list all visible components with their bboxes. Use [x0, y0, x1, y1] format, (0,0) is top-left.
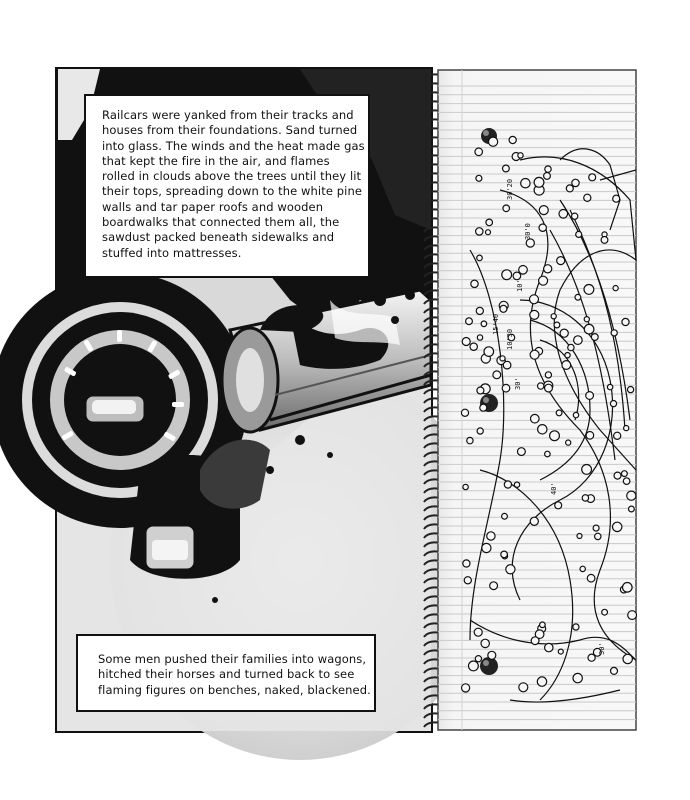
map-dot: [488, 651, 496, 659]
map-dot: [461, 409, 468, 416]
map-dot: [586, 392, 594, 400]
caption-text: [98, 652, 371, 698]
caption-line: flaming figures on benches, naked, blackened.: [98, 682, 371, 697]
map-dot: [573, 624, 579, 630]
map-dot: [627, 491, 636, 500]
map-dot: [534, 177, 544, 187]
map-dot: [470, 343, 477, 350]
map-label: 10'30: [506, 328, 514, 350]
map-dot: [518, 448, 526, 456]
map-dot: [504, 481, 511, 488]
map-dot: [613, 195, 620, 202]
map-dot: [503, 205, 510, 212]
caption-line: boardwalks that connected them all, the: [102, 215, 340, 230]
map-dot: [554, 322, 560, 328]
map-dot: [589, 174, 596, 181]
map-dot: [588, 654, 595, 661]
map-dot: [545, 372, 551, 378]
map-dot: [486, 230, 491, 235]
map-dot: [566, 185, 573, 192]
map-label: 30': [514, 377, 522, 390]
map-dot: [538, 425, 547, 434]
map-dot: [558, 649, 563, 654]
map-dot: [584, 194, 591, 201]
caption-line: sawdust packed beneath sidewalks and: [102, 230, 335, 245]
map-dot: [614, 432, 621, 439]
map-dot: [509, 136, 516, 143]
caption-line: into glass. The winds and the heat made gas: [102, 138, 365, 153]
map-dot: [481, 639, 489, 647]
punch-hole: [480, 657, 498, 675]
map-dot: [501, 551, 508, 558]
map-dot: [530, 295, 539, 304]
map-dot: [623, 583, 633, 593]
map-dot: [493, 371, 501, 379]
caption-line: their tops, spreading down to the white pine: [102, 184, 363, 199]
map-dot: [613, 286, 618, 291]
caption-line: hitched their horses and turned back to see: [98, 667, 355, 682]
map-dot: [584, 317, 589, 322]
map-dot: [490, 582, 498, 590]
map-dot: [572, 179, 579, 186]
map-dot: [565, 353, 570, 358]
map-dot: [463, 560, 470, 567]
map-dot: [539, 276, 548, 285]
map-dot: [544, 173, 551, 180]
map-dot: [623, 654, 632, 663]
map-dot: [476, 228, 483, 235]
map-dot: [506, 565, 515, 574]
map-dot: [466, 318, 473, 325]
map-dot: [545, 166, 551, 172]
map-dot: [573, 673, 582, 682]
map-dot: [595, 533, 601, 539]
map-dot: [582, 465, 592, 475]
map-dot: [607, 384, 612, 389]
caption-line: walls and tar paper roofs and wooden: [102, 199, 324, 214]
map-dot: [576, 231, 582, 237]
map-dot: [573, 412, 578, 417]
map-label: 30'20: [506, 178, 514, 200]
map-dot: [545, 451, 551, 457]
caption-line: Some men pushed their families into wagons,: [98, 652, 367, 666]
map-dot: [568, 344, 574, 350]
map-dot: [584, 324, 594, 334]
map-dot: [628, 387, 634, 393]
map-dot: [518, 153, 523, 158]
map-dot: [481, 321, 487, 327]
map-dot: [559, 210, 568, 219]
caption-box-top: [84, 94, 370, 278]
map-dot: [471, 280, 478, 287]
map-dot: [586, 432, 594, 440]
map-dot: [613, 522, 622, 531]
map-dot: [539, 206, 548, 215]
map-dot: [464, 577, 471, 584]
map-label: 40': [550, 482, 558, 495]
map-dot: [614, 472, 621, 479]
map-dot: [519, 683, 528, 692]
map-dot: [467, 437, 473, 443]
map-dot: [530, 350, 539, 359]
notebook-page: [438, 70, 636, 730]
map-dot: [566, 440, 571, 445]
map-dot: [530, 517, 538, 525]
map-dot: [560, 329, 568, 337]
map-dot: [575, 294, 581, 300]
map-dot: [513, 272, 521, 280]
map-dot: [486, 219, 493, 226]
map-dot: [475, 148, 483, 156]
map-dot: [556, 410, 562, 416]
map-dot: [482, 543, 491, 552]
map-label: 10': [516, 279, 524, 292]
map-dot: [477, 335, 482, 340]
map-dot: [484, 347, 494, 357]
map-dot: [502, 384, 510, 392]
map-dot: [584, 285, 594, 295]
map-label: 30'0: [524, 223, 532, 240]
caption-line: that kept the fire in the air, and flames: [102, 153, 330, 168]
map-dot: [562, 361, 571, 370]
map-dot: [551, 314, 556, 319]
map-dot: [503, 165, 510, 172]
map-dot: [531, 414, 540, 423]
map-dot: [611, 330, 617, 336]
map-dot: [463, 484, 468, 489]
caption-text: [102, 108, 365, 261]
map-label: 30': [598, 642, 606, 655]
map-dot: [610, 401, 616, 407]
map-dot: [475, 656, 481, 662]
map-dot: [477, 255, 483, 261]
caption-line: stuffed into mattresses.: [102, 245, 242, 260]
map-dot: [629, 506, 635, 512]
map-dot: [582, 495, 588, 501]
map-dot: [500, 305, 507, 312]
map-dot: [462, 338, 470, 346]
map-dot: [544, 265, 552, 273]
map-dot: [489, 137, 498, 146]
map-dot: [572, 213, 578, 219]
map-dot: [476, 307, 483, 314]
map-dot: [474, 628, 482, 636]
map-dot: [477, 387, 484, 394]
map-dot: [477, 428, 483, 434]
caption-line: Railcars were yanked from their tracks and: [102, 108, 354, 122]
map-dot: [462, 684, 470, 692]
map-dot: [555, 502, 562, 509]
map-dot: [502, 270, 512, 280]
map-dot: [480, 404, 487, 411]
map-dot: [503, 361, 511, 369]
map-dot: [537, 677, 546, 686]
map-dot: [545, 384, 553, 392]
map-dot: [601, 237, 608, 244]
map-dot: [623, 478, 630, 485]
map-dot: [624, 426, 629, 431]
map-dot: [545, 643, 553, 651]
map-dot: [476, 175, 482, 181]
map-dot: [611, 667, 618, 674]
caption-box-bottom: [76, 634, 376, 712]
map-dot: [587, 574, 595, 582]
map-dot: [557, 257, 565, 265]
map-dot: [487, 532, 495, 540]
map-dot: [550, 431, 560, 441]
map-dot: [540, 622, 546, 628]
map-dot: [591, 334, 598, 341]
map-dot: [602, 609, 608, 615]
map-dot: [580, 566, 585, 571]
map-label: 15'40: [492, 313, 500, 335]
map-dot: [593, 525, 599, 531]
caption-line: rolled in clouds above the trees until they lit: [102, 169, 362, 184]
map-dot: [538, 383, 544, 389]
map-dot: [574, 336, 583, 345]
map-dot: [531, 637, 539, 645]
map-dot: [539, 224, 546, 231]
map-dot: [622, 318, 629, 325]
caption-line: houses from their foundations. Sand turned: [102, 123, 358, 138]
map-dot: [530, 310, 539, 319]
map-dot: [502, 513, 508, 519]
map-dot: [577, 534, 582, 539]
map-dot: [628, 611, 637, 620]
map-dot: [622, 471, 628, 477]
map-dot: [521, 179, 530, 188]
map-dot: [514, 482, 519, 487]
map-dot: [500, 356, 505, 361]
map-dot: [469, 661, 479, 671]
